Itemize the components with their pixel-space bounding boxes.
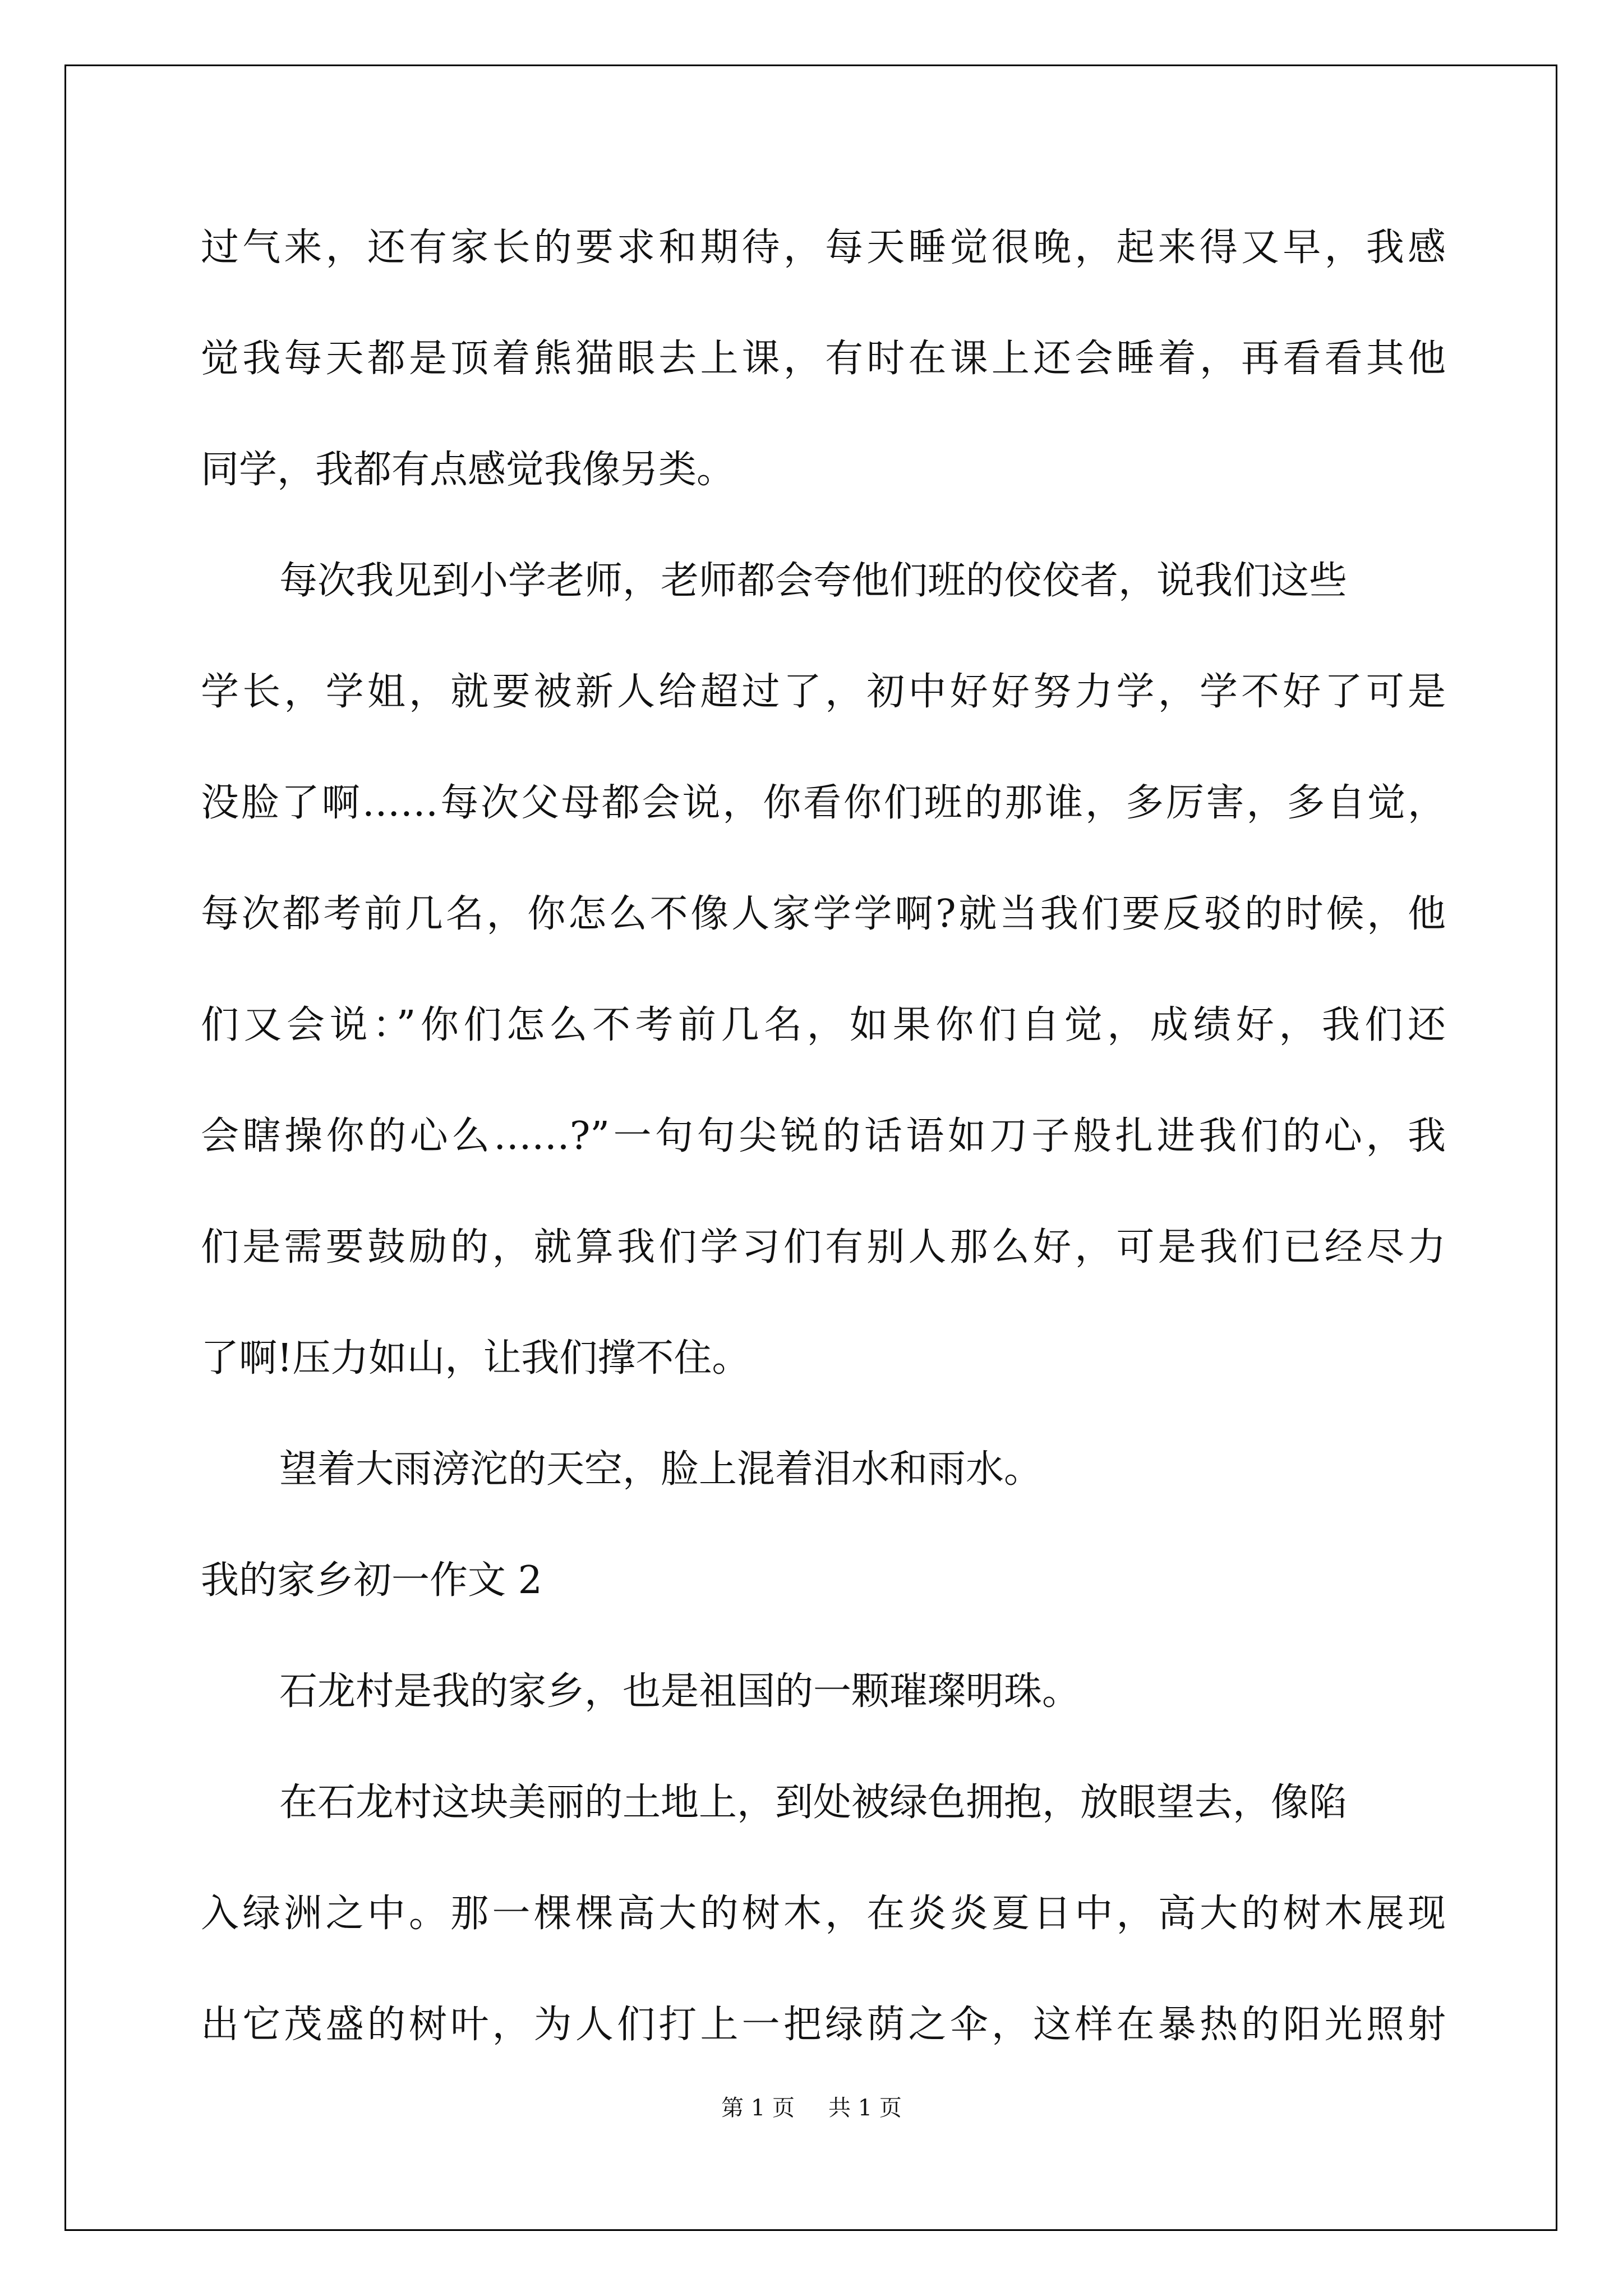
body-text-line: 学长，学姐，就要被新人给超过了，初中好好努力学，学不好了可是 (201, 670, 1446, 714)
body-text-line: 望着大雨滂沱的天空，脸上混着泪水和雨水。 (279, 1447, 1043, 1492)
page-footer (0, 2092, 1623, 2124)
body-text-line: 入绿洲之中。那一棵棵高大的树木，在炎炎夏日中，高大的树木展现 (201, 1892, 1446, 1936)
body-text-line: 们又会说：”你们怎么不考前几名，如果你们自觉，成绩好，我们还 (201, 1003, 1446, 1047)
body-text-line: 每次我见到小学老师，老师都会夸他们班的佼佼者，说我们这些 (279, 559, 1348, 603)
body-text-line: 了啊!压力如山，让我们撑不住。 (201, 1336, 750, 1381)
body-text-line: 同学，我都有点感觉我像另类。 (201, 448, 735, 492)
body-text-line: 会瞎操你的心么……?”一句句尖锐的话语如刀子般扎进我们的心，我 (201, 1114, 1446, 1158)
body-text-line: 出它茂盛的树叶，为人们打上一把绿荫之伞，这样在暴热的阳光照射 (201, 2003, 1446, 2047)
body-text-line: 每次都考前几名，你怎么不像人家学学啊?就当我们要反驳的时候，他 (201, 892, 1446, 936)
body-text-line: 石龙村是我的家乡，也是祖国的一颗璀璨明珠。 (279, 1669, 1081, 1714)
page-total: 共 1 页 (828, 2095, 902, 2121)
body-text-line: 没脸了啊……每次父母都会说，你看你们班的那谁，多厉害，多自觉， (201, 781, 1446, 825)
section-heading: 我的家乡初一作文 2 (201, 1558, 542, 1603)
page-number: 第 1 页 (721, 2095, 795, 2121)
body-text-line: 们是需要鼓励的，就算我们学习们有别人那么好，可是我们已经尽力 (201, 1225, 1446, 1269)
body-text-line: 觉我每天都是顶着熊猫眼去上课，有时在课上还会睡着，再看看其他 (201, 337, 1446, 381)
body-text-line: 过气来，还有家长的要求和期待，每天睡觉很晚，起来得又早，我感 (201, 226, 1446, 270)
body-text-line: 在石龙村这块美丽的土地上，到处被绿色拥抱，放眼望去，像陷 (279, 1780, 1348, 1825)
